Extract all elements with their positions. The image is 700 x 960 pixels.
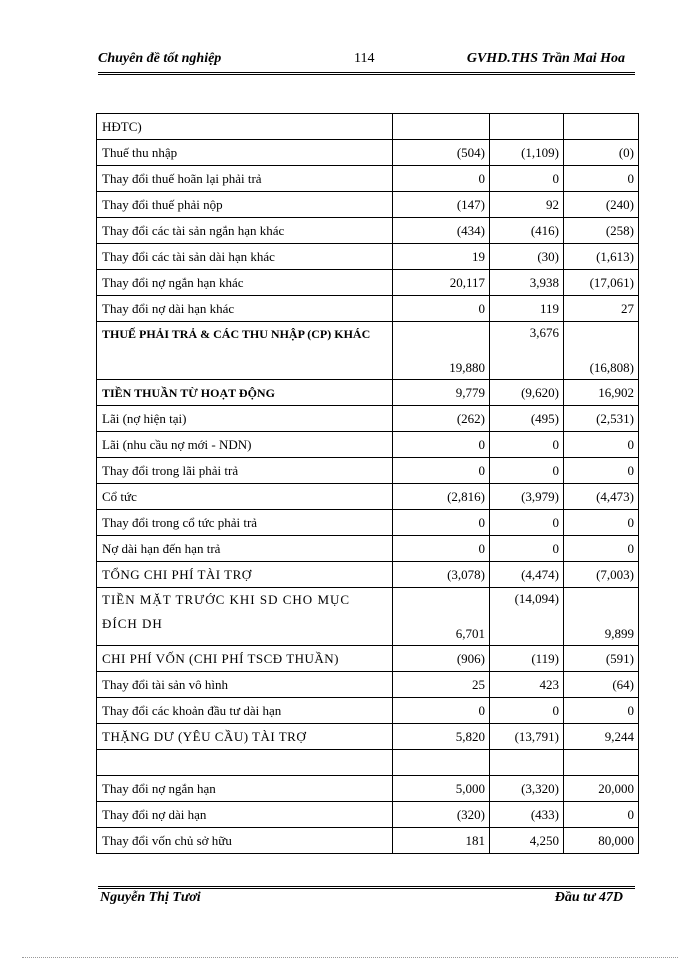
row-label: Thay đổi nợ dài hạn: [97, 802, 393, 828]
value-1: 0: [393, 458, 490, 484]
value-1: (2,816): [393, 484, 490, 510]
table-row: [97, 588, 639, 646]
row-label: Thay đổi thuế phải nộp: [97, 192, 393, 218]
value-3: (16,808): [564, 322, 639, 380]
value-3: 80,000: [564, 828, 639, 854]
row-label: [97, 750, 393, 776]
value-2: 0: [490, 536, 564, 562]
table-row: [97, 270, 639, 296]
table-row: [97, 432, 639, 458]
value-3: (1,613): [564, 244, 639, 270]
table-row: [97, 646, 639, 672]
value-2: 119: [490, 296, 564, 322]
row-label: Thay đổi các tài sản dài hạn khác: [97, 244, 393, 270]
table-row: [97, 672, 639, 698]
value-1: 9,779: [393, 380, 490, 406]
value-2: (1,109): [490, 140, 564, 166]
cashflow-table: [96, 113, 639, 854]
table-row: [97, 750, 639, 776]
value-3: (258): [564, 218, 639, 244]
value-1: 181: [393, 828, 490, 854]
row-label: Lãi (nợ hiện tại): [97, 406, 393, 432]
value-2: (416): [490, 218, 564, 244]
page-footer: [98, 890, 635, 910]
row-label: Thay đổi vốn chủ sở hữu: [97, 828, 393, 854]
value-1: 25: [393, 672, 490, 698]
value-3: 0: [564, 458, 639, 484]
value-1: 20,117: [393, 270, 490, 296]
row-label: Thuế thu nhập: [97, 140, 393, 166]
value-2: (119): [490, 646, 564, 672]
table-row: [97, 536, 639, 562]
table-row: [97, 562, 639, 588]
value-3: (2,531): [564, 406, 639, 432]
value-3: (17,061): [564, 270, 639, 296]
table-row: [97, 724, 639, 750]
table-row: [97, 510, 639, 536]
value-1: (147): [393, 192, 490, 218]
value-2: 0: [490, 698, 564, 724]
table-row: [97, 828, 639, 854]
table-row: [97, 140, 639, 166]
value-3: (240): [564, 192, 639, 218]
row-label: TIỀN THUẦN TỪ HOẠT ĐỘNG: [97, 380, 393, 406]
table-row: [97, 244, 639, 270]
value-1: 5,820: [393, 724, 490, 750]
row-label: TỔNG CHI PHÍ TÀI TRỢ: [97, 562, 393, 588]
value-1: (262): [393, 406, 490, 432]
value-3: 16,902: [564, 380, 639, 406]
row-label: Cổ tức: [97, 484, 393, 510]
row-label: Thay đổi các tài sản ngắn hạn khác: [97, 218, 393, 244]
value-1: 0: [393, 166, 490, 192]
value-2: (14,094): [490, 588, 564, 646]
header-supervisor: GVHD.THS Trần Mai Hoa: [466, 51, 625, 66]
value-2: 0: [490, 166, 564, 192]
value-3: 0: [564, 536, 639, 562]
value-1: 19: [393, 244, 490, 270]
value-3: 0: [564, 432, 639, 458]
page-header: [98, 51, 635, 71]
value-1: 0: [393, 698, 490, 724]
row-label: Thay đổi nợ ngắn hạn: [97, 776, 393, 802]
value-1: 6,701: [393, 588, 490, 646]
value-1: (504): [393, 140, 490, 166]
value-2: [490, 114, 564, 140]
value-2: (3,320): [490, 776, 564, 802]
table-row: [97, 484, 639, 510]
row-label: Thay đổi nợ dài hạn khác: [97, 296, 393, 322]
value-1: (906): [393, 646, 490, 672]
header-title: Chuyên đề tốt nghiệp: [98, 51, 222, 66]
value-2: [490, 750, 564, 776]
value-3: [564, 114, 639, 140]
value-3: 20,000: [564, 776, 639, 802]
footer-author: Nguyễn Thị Tươi: [100, 890, 201, 905]
row-label: HĐTC): [97, 114, 393, 140]
value-1: 0: [393, 432, 490, 458]
value-2: (495): [490, 406, 564, 432]
value-3: (64): [564, 672, 639, 698]
table-row: [97, 380, 639, 406]
value-3: (0): [564, 140, 639, 166]
value-2: 3,938: [490, 270, 564, 296]
value-2: (4,474): [490, 562, 564, 588]
value-1: [393, 750, 490, 776]
value-3: (7,003): [564, 562, 639, 588]
value-2: (13,791): [490, 724, 564, 750]
table-row: [97, 192, 639, 218]
value-2: 92: [490, 192, 564, 218]
table-row: [97, 458, 639, 484]
value-1: 0: [393, 296, 490, 322]
table-row: [97, 406, 639, 432]
row-label: Thay đổi tài sản vô hình: [97, 672, 393, 698]
value-2: 0: [490, 432, 564, 458]
value-3: 0: [564, 698, 639, 724]
table-row: [97, 802, 639, 828]
value-3: (4,473): [564, 484, 639, 510]
table-row: [97, 322, 639, 380]
row-label: Thay đổi nợ ngắn hạn khác: [97, 270, 393, 296]
value-2: 423: [490, 672, 564, 698]
value-2: (3,979): [490, 484, 564, 510]
row-label: Thay đổi trong lãi phải trả: [97, 458, 393, 484]
row-label: Thay đổi thuế hoãn lại phải trả: [97, 166, 393, 192]
table-row: [97, 114, 639, 140]
table-row: [97, 698, 639, 724]
value-1: (434): [393, 218, 490, 244]
row-label: TIỀN MẶT TRƯỚC KHI SD CHO MỤC ĐÍCH DH: [97, 588, 393, 646]
footer-rule: [98, 886, 635, 889]
value-1: 5,000: [393, 776, 490, 802]
value-1: (320): [393, 802, 490, 828]
value-3: 0: [564, 510, 639, 536]
value-1: (3,078): [393, 562, 490, 588]
table-row: [97, 296, 639, 322]
row-label: Thay đổi các khoản đầu tư dài hạn: [97, 698, 393, 724]
value-3: 0: [564, 166, 639, 192]
page-number: 114: [354, 51, 375, 66]
row-label: CHI PHÍ VỐN (CHI PHÍ TSCĐ THUẦN): [97, 646, 393, 672]
header-rule: [98, 72, 635, 75]
value-2: 4,250: [490, 828, 564, 854]
value-3: 27: [564, 296, 639, 322]
row-label: Lãi (nhu cầu nợ mới - NDN): [97, 432, 393, 458]
value-2: 0: [490, 510, 564, 536]
value-1: 19,880: [393, 322, 490, 380]
value-3: 9,244: [564, 724, 639, 750]
value-3: 9,899: [564, 588, 639, 646]
table-row: [97, 776, 639, 802]
value-2: 3,676: [490, 322, 564, 380]
value-3: 0: [564, 802, 639, 828]
value-3: [564, 750, 639, 776]
row-label: Nợ dài hạn đến hạn trả: [97, 536, 393, 562]
value-2: (9,620): [490, 380, 564, 406]
value-2: 0: [490, 458, 564, 484]
table-row: [97, 218, 639, 244]
value-1: [393, 114, 490, 140]
table-row: [97, 166, 639, 192]
value-1: 0: [393, 536, 490, 562]
row-label: THẶNG DƯ (YÊU CẦU) TÀI TRỢ: [97, 724, 393, 750]
row-label: THUẾ PHẢI TRẢ & CÁC THU NHẬP (CP) KHÁC: [97, 322, 393, 380]
row-label: Thay đổi trong cổ tức phải trả: [97, 510, 393, 536]
value-2: (433): [490, 802, 564, 828]
value-3: (591): [564, 646, 639, 672]
page-bottom-divider: [22, 957, 678, 958]
value-2: (30): [490, 244, 564, 270]
value-1: 0: [393, 510, 490, 536]
footer-class: Đầu tư 47D: [554, 890, 623, 905]
